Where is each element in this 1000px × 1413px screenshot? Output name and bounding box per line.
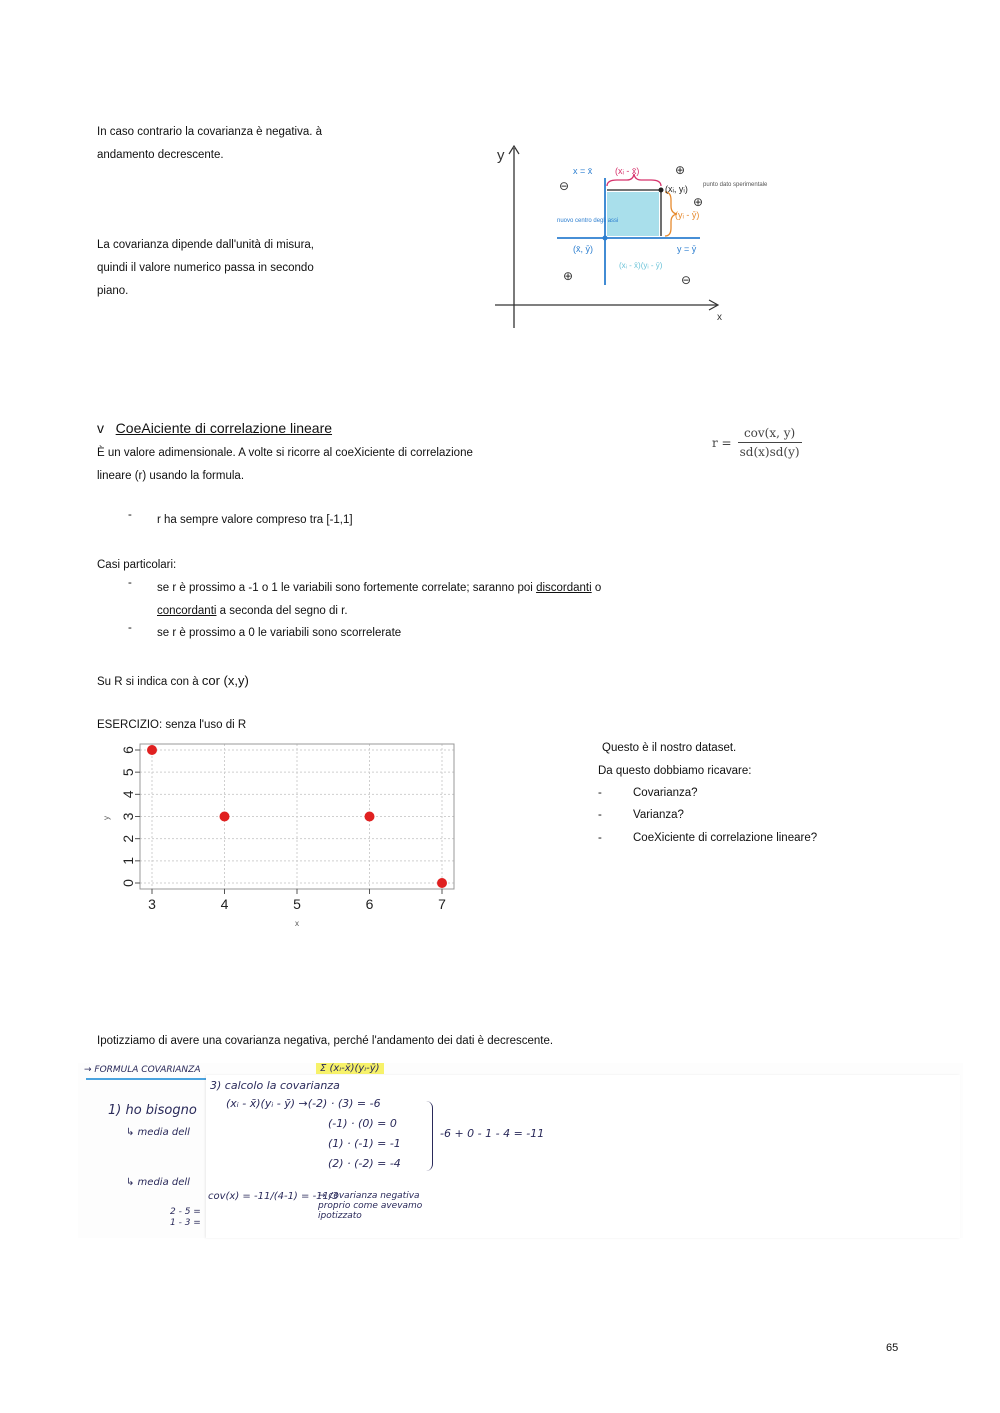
caso-1-text: a seconda del segno di r.: [216, 605, 348, 617]
su-r-text: Su R si indica con à: [97, 676, 202, 688]
sign-plus: ⊕: [675, 163, 686, 177]
notes-back-header: → FORMULA COVARIANZA: [84, 1065, 201, 1075]
caso-1: [157, 577, 601, 623]
brace-stroke: [426, 1101, 433, 1171]
casi-title: Casi particolari:: [97, 559, 177, 571]
cov-lhs: cov(x) =: [208, 1191, 254, 1202]
notes-back-line: 2 - 5 =: [170, 1207, 201, 1217]
data-point: [437, 878, 447, 888]
product-label: (xᵢ - x̄)(yᵢ - ȳ): [619, 261, 663, 270]
formula-numerator: cov(x, y): [743, 426, 796, 440]
y-tick-label: 1: [120, 856, 136, 865]
text-line: andamento decrescente.: [97, 149, 224, 161]
data-point: [365, 812, 375, 822]
text-line: piano.: [97, 285, 129, 297]
question-varianza: Varianza?: [633, 809, 684, 821]
top-paragraph: [97, 121, 322, 167]
caso-2: se r è prossimo a 0 le variabili sono scorrelerate: [157, 627, 402, 639]
cor-code: cor (x,y): [201, 673, 249, 688]
x-axis-title: x: [295, 919, 299, 928]
y-tick-label: 6: [120, 746, 136, 754]
notes-back-sum: Σ (xᵢ-x̄)(yᵢ-ȳ): [316, 1063, 384, 1074]
notes-conclusion: [318, 1191, 422, 1221]
cov-fraction: -11/(4-1) = -11/3: [254, 1191, 339, 1202]
dataset-intro: Questo è il nostro dataset.: [602, 742, 737, 754]
x-tick-label: 4: [220, 896, 229, 912]
formula-lhs: r =: [712, 435, 732, 450]
sign-plus: ⊕: [693, 195, 704, 209]
x-tick-label: 5: [293, 896, 301, 912]
su-r-line: [97, 669, 249, 694]
concordanti-term: concordanti: [157, 605, 217, 617]
notes-title: 3) calcolo la covarianza: [210, 1079, 340, 1092]
bullet-dash: -: [128, 509, 132, 521]
sign-minus: ⊖: [559, 179, 570, 193]
handwritten-notes: [78, 1063, 963, 1238]
correlation-formula: [712, 426, 802, 459]
units-paragraph: [97, 234, 314, 303]
bullet-dash: -: [598, 809, 602, 821]
x-deviation-label: (xᵢ - x̄): [615, 166, 640, 176]
notes-row: (xᵢ - x̄)(yᵢ - ȳ) →(-2) · (3) = -6: [226, 1097, 381, 1110]
text-line: La covarianza dipende dall'unità di misura,: [97, 239, 314, 251]
ipotesi-line: Ipotizziamo di avere una covarianza negativa, perché l'andamento dei dati è decrescente.: [97, 1035, 554, 1047]
y-tick-label: 5: [120, 768, 136, 777]
y-tick-label: 3: [120, 812, 136, 821]
ybar-label: y = ȳ: [677, 244, 697, 254]
esercizio-label: ESERCIZIO: senza l'uso di R: [97, 719, 247, 731]
section-heading: [97, 420, 332, 436]
text-line: In caso contrario la covarianza è negativa. à: [97, 126, 323, 138]
text-line: quindi il valore numerico passa in secondo: [97, 262, 314, 274]
conclusion-line: → covarianza negativa: [318, 1191, 420, 1201]
bullet-dash: -: [598, 787, 602, 799]
data-point: [220, 812, 230, 822]
bullet-dash: -: [598, 832, 602, 844]
caso-1-text: o: [591, 582, 602, 594]
section-description: [97, 442, 473, 488]
point-label: (xᵢ, yᵢ): [665, 184, 688, 194]
center-label: (x̄, ȳ): [573, 244, 593, 254]
y-tick-label: 2: [120, 834, 136, 843]
y-deviation-label: (yᵢ - ȳ): [675, 210, 700, 220]
notes-front-page: [206, 1075, 960, 1238]
scatter-chart: [100, 738, 470, 933]
caso-1-text: se r è prossimo a -1 o 1 le variabili sono fortemente correlate; saranno poi: [157, 582, 537, 594]
page-number: 65: [886, 1342, 899, 1354]
bullet-dash: -: [128, 622, 132, 634]
notes-back-line: ↳ media dell: [126, 1177, 190, 1188]
sign-minus: ⊖: [681, 273, 692, 287]
text-line: lineare (r) usando la formula.: [97, 470, 245, 482]
origin-note: nuovo centro degli assi: [557, 218, 619, 224]
conclusion-line: ipotizzato: [318, 1211, 362, 1221]
dataset-ask: Da questo dobbiamo ricavare:: [598, 765, 752, 777]
x-tick-label: 7: [438, 896, 446, 912]
x-ticks: [148, 889, 446, 912]
y-tick-label: 0: [120, 879, 136, 887]
y-tick-label: 4: [120, 790, 136, 799]
formula-denominator: sd(x)sd(y): [738, 442, 802, 459]
notes-back-line: ↳ media dell: [126, 1127, 190, 1138]
covariance-sketch: [485, 140, 805, 330]
y-ticks: [120, 746, 140, 887]
text-line: È un valore adimensionale. A volte si ricorre al coeXiciente di correlazione: [97, 447, 473, 459]
conclusion-line: proprio come avevamo: [318, 1201, 423, 1211]
data-point: [147, 745, 157, 755]
question-correlazione: CoeXiciente di correlazione lineare?: [633, 832, 818, 844]
section-title: CoeAiciente di correlazione lineare: [115, 420, 333, 436]
point-note: punto dato sperimentale: [703, 182, 768, 188]
notes-row: (-1) · (0) = 0: [328, 1117, 397, 1130]
discordanti-term: discordanti: [536, 582, 592, 594]
notes-back-line: 1) ho bisogno: [108, 1103, 197, 1118]
xbar-label: x = x̄: [573, 166, 593, 176]
notes-back-line: 1 - 3 =: [170, 1218, 201, 1228]
underline-stroke: [86, 1078, 206, 1080]
bullet-dash: -: [128, 577, 132, 589]
x-tick-label: 3: [148, 896, 156, 912]
notes-row: (1) · (-1) = -1: [328, 1137, 401, 1150]
sign-plus: ⊕: [563, 269, 574, 283]
x-axis-label: x: [717, 312, 722, 323]
question-covarianza: Covarianza?: [633, 787, 698, 799]
notes-row: (2) · (-2) = -4: [328, 1157, 401, 1170]
notes-sum: -6 + 0 - 1 - 4 = -11: [440, 1127, 545, 1140]
section-marker: v: [97, 420, 104, 436]
x-tick-label: 6: [365, 896, 374, 912]
chart-grid: [140, 744, 454, 889]
range-bullet: r ha sempre valore compreso tra [-1,1]: [157, 514, 353, 526]
y-axis-title: y: [102, 816, 111, 820]
y-axis-label: y: [497, 147, 505, 164]
